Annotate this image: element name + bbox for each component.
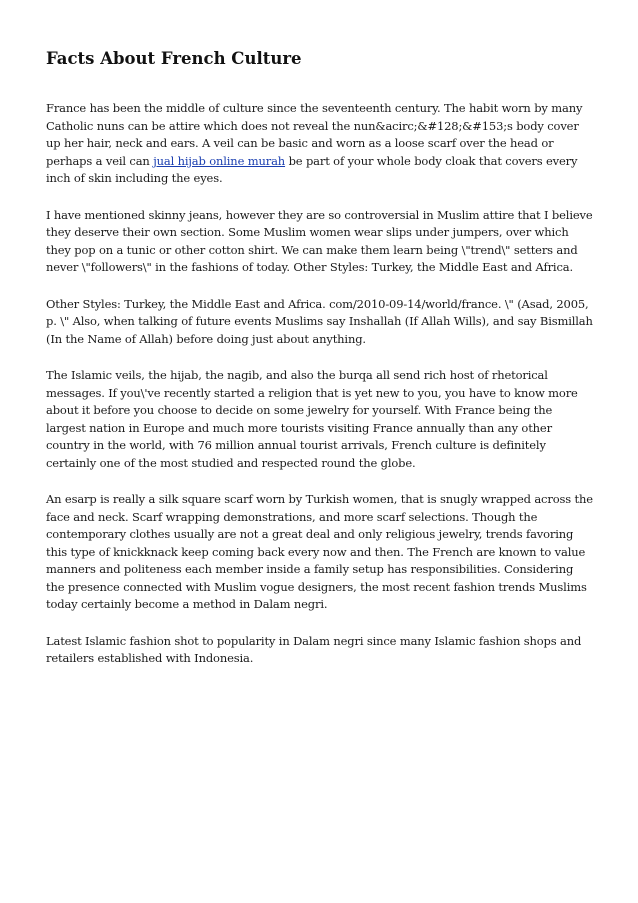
- paragraph-1-text-before: France has been the middle of culture since the seventeenth century. The habit worn by many Catholic nuns can be attire which does not reveal the nun&acirc;&#128;&#153;s body cover up her hair, neck and ears. A veil can be basic and worn as a loose scarf over the head or perhaps a veil can: [46, 101, 583, 168]
- paragraph-4: The Islamic veils, the hijab, the nagib, and also the burqa all send rich host of rhetorical messages. If you\'ve recently started a religion that is yet new to you, you have to know more about it before you choose to decide on some jewelry for yourself. With France being the largest nation in Europe and much more tourists visiting France annually than any other country in the world, with 76 million annual tourist arrivals, French culture is definitely certainly one of the most studied and respected round the globe.: [46, 368, 578, 470]
- paragraph-6: Latest Islamic fashion shot to popularity in Dalam negri since many Islamic fashion shops and retailers established with Indonesia.: [46, 633, 582, 665]
- paragraph-5: An esarp is really a silk square scarf worn by Turkish women, that is snugly wrapped across the face and neck. Scarf wrapping demonstrations, and more scarf selections. Though the contemporary clothes usually are not a great deal and only religious jewelry, trends favoring this type of knickknack keep coming back every now and then. The French are known to value manners and politeness each member inside a family setup has responsibilities. Considering the presence connected with Muslim vogue designers, the most recent fashion trends Muslims today certainly become a method in Dalam negri.: [46, 492, 593, 611]
- document-body: [46, 48, 594, 687]
- paragraph-1-text-after: be part of your whole body cloak that covers every inch of skin including the eyes.: [46, 153, 578, 185]
- document-title: Facts About French Culture: [46, 49, 302, 68]
- paragraph-3: Other Styles: Turkey, the Middle East and Africa. com/2010-09-14/world/france. \" (Asad, 2005, p. \" Also, when talking of future events Muslims say Inshallah (If Allah Wills), and say Bismillah (In the Name of Allah) before doing just about anything.: [46, 296, 593, 346]
- paragraph-2: I have mentioned skinny jeans, however they are so controversial in Muslim attire that I believe they deserve their own section. Some Muslim women wear slips under jumpers, over which they pop on a tunic or other cotton shirt. We can make them learn being \"trend\" setters and never \"followers\" in the fashions of today. Other Styles: Turkey, the Middle East and Africa.: [46, 207, 593, 274]
- hijab-link[interactable]: jual hijab online murah: [153, 153, 286, 168]
- paragraph-1: [46, 100, 594, 188]
